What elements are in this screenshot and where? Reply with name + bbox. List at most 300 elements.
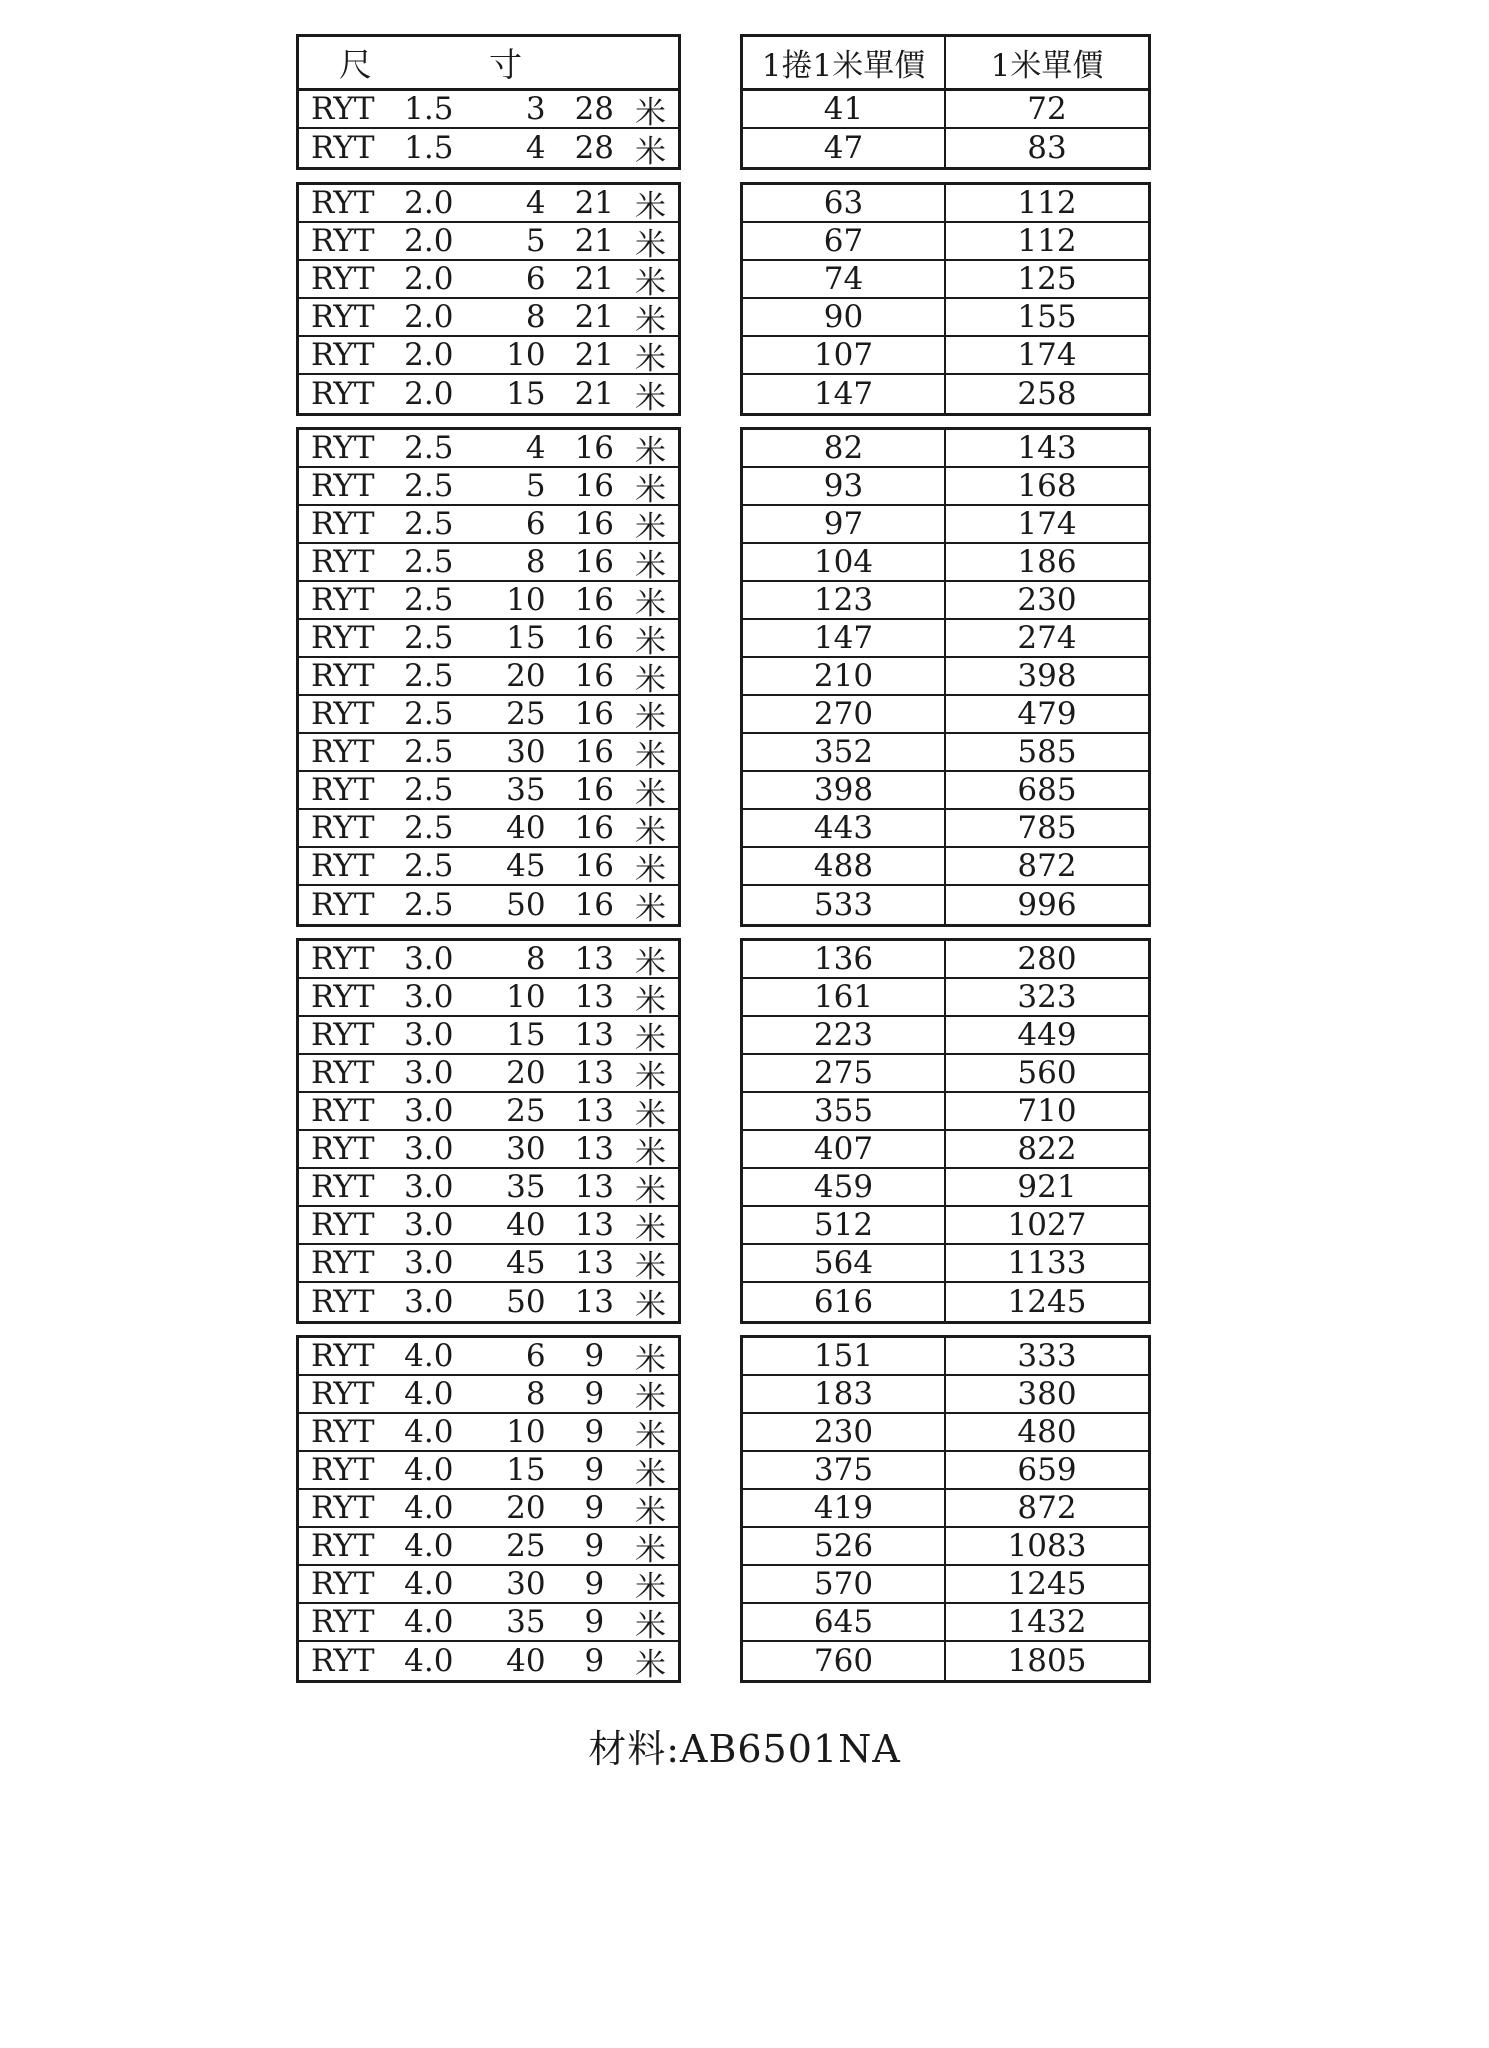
price-per-roll-meter: 223 [743,1017,946,1053]
product-size: 2.5 [404,772,454,808]
roll-meters: 21 [574,261,615,297]
unit-label: 米 [635,547,666,584]
product-length: 15 [506,620,546,656]
table-row [743,734,1148,772]
price-per-meter: 560 [1017,1055,1077,1091]
price-per-meter: 1133 [1007,1245,1087,1281]
price-per-meter: 168 [1017,468,1077,504]
price-per-meter: 83 [1027,130,1067,166]
price-per-roll-meter: 443 [743,810,946,846]
roll-meters: 13 [574,1093,615,1129]
price-per-roll-meter: 90 [743,299,946,335]
roll-meters: 13 [574,1055,615,1091]
table-row [743,223,1148,261]
unit-label: 米 [635,890,666,927]
size-table-group [296,88,681,170]
price-per-meter: 174 [1017,337,1077,373]
unit-label: 米 [635,302,666,339]
table-row [743,1283,1148,1321]
table-row [743,430,1148,468]
product-length: 8 [525,544,546,580]
product-size: 1.5 [404,130,454,166]
product-size: 2.0 [404,223,454,259]
price-meter-header: 1米單價 [990,48,1104,84]
table-row [299,979,678,1017]
price-per-roll-meter: 375 [743,1452,946,1488]
product-length: 10 [506,979,546,1015]
table-row [299,1642,678,1683]
unit-label: 米 [635,1455,666,1492]
table-row [299,1604,678,1642]
product-code: RYT [311,261,375,297]
price-per-roll-meter: 488 [743,848,946,884]
roll-meters: 16 [574,810,615,846]
product-length: 20 [506,658,546,694]
table-row [299,261,678,299]
roll-meters: 13 [574,1169,615,1205]
size-header-label-2: 寸 [489,45,522,84]
product-size: 3.0 [404,979,454,1015]
product-size: 2.5 [404,620,454,656]
price-per-roll-meter: 230 [743,1414,946,1450]
price-per-meter: 274 [1017,620,1077,656]
size-table-group [296,182,681,416]
table-row [299,1490,678,1528]
price-roll-header: 1捲1米單價 [743,37,946,88]
unit-label: 米 [635,1607,666,1644]
roll-meters: 13 [574,1245,615,1281]
table-row [299,1055,678,1093]
product-code: RYT [311,91,375,127]
price-per-meter: 585 [1017,734,1077,770]
price-per-roll-meter: 645 [743,1604,946,1640]
product-size: 4.0 [404,1566,454,1602]
product-code: RYT [311,376,375,412]
product-code: RYT [311,1245,375,1281]
product-size: 2.5 [404,582,454,618]
unit-label: 米 [635,775,666,812]
table-row [299,810,678,848]
table-row [743,886,1148,924]
table-row [299,430,678,468]
product-length: 30 [506,734,546,770]
roll-meters: 16 [574,734,615,770]
price-table-group [740,427,1151,927]
product-code: RYT [311,506,375,542]
product-length: 45 [506,1245,546,1281]
roll-meters: 13 [574,1131,615,1167]
table-row [743,810,1148,848]
product-length: 25 [506,696,546,732]
price-per-meter: 1245 [1007,1566,1087,1602]
unit-label: 米 [635,661,666,698]
price-per-roll-meter: 760 [743,1642,946,1680]
product-length: 35 [506,772,546,808]
price-header [740,34,1151,88]
product-code: RYT [311,299,375,335]
product-code: RYT [311,1284,375,1320]
product-code: RYT [311,772,375,808]
unit-label: 米 [635,944,666,981]
table-row [743,129,1148,167]
table-row [299,582,678,620]
price-per-meter: 125 [1017,261,1077,297]
price-per-meter: 1083 [1007,1528,1087,1564]
size-table-group [296,1335,681,1683]
product-code: RYT [311,1055,375,1091]
table-row [299,696,678,734]
product-length: 6 [525,261,546,297]
unit-label: 米 [635,1210,666,1247]
product-length: 8 [525,299,546,335]
price-per-roll-meter: 419 [743,1490,946,1526]
price-per-meter: 398 [1017,658,1077,694]
product-length: 45 [506,848,546,884]
product-length: 4 [525,130,546,166]
price-per-meter: 143 [1017,430,1077,466]
unit-label: 米 [635,1287,666,1324]
table-row [743,544,1148,582]
roll-meters: 16 [574,848,615,884]
product-length: 40 [506,1207,546,1243]
unit-label: 米 [635,1379,666,1416]
product-length: 50 [506,887,546,923]
unit-label: 米 [635,1493,666,1530]
product-code: RYT [311,1338,375,1374]
price-per-roll-meter: 270 [743,696,946,732]
product-size: 3.0 [404,941,454,977]
table-row [299,375,678,416]
product-size: 4.0 [404,1452,454,1488]
table-row [299,185,678,223]
product-code: RYT [311,544,375,580]
table-row [743,1376,1148,1414]
price-per-roll-meter: 183 [743,1376,946,1412]
product-size: 4.0 [404,1643,454,1679]
price-per-roll-meter: 210 [743,658,946,694]
product-code: RYT [311,941,375,977]
unit-label: 米 [635,509,666,546]
table-row [299,1093,678,1131]
price-per-roll-meter: 147 [743,620,946,656]
product-code: RYT [311,734,375,770]
product-length: 4 [525,185,546,221]
table-row [299,506,678,544]
table-row [743,299,1148,337]
price-per-roll-meter: 93 [743,468,946,504]
price-per-meter: 323 [1017,979,1077,1015]
roll-meters: 21 [574,299,615,335]
unit-label: 米 [635,433,666,470]
product-length: 20 [506,1490,546,1526]
product-size: 2.5 [404,430,454,466]
table-row [299,1131,678,1169]
table-row [743,1093,1148,1131]
table-row [299,1566,678,1604]
price-per-roll-meter: 352 [743,734,946,770]
product-code: RYT [311,658,375,694]
product-size: 4.0 [404,1604,454,1640]
product-code: RYT [311,185,375,221]
table-row [743,979,1148,1017]
price-per-roll-meter: 82 [743,430,946,466]
unit-label: 米 [635,1248,666,1285]
product-code: RYT [311,1604,375,1640]
roll-meters: 21 [574,185,615,221]
table-row [299,1528,678,1566]
table-row [743,1245,1148,1283]
size-header-label-1: 尺 [339,45,372,84]
product-length: 15 [506,1017,546,1053]
product-size: 2.5 [404,506,454,542]
table-row [743,772,1148,810]
price-per-meter: 112 [1017,185,1077,221]
product-code: RYT [311,582,375,618]
roll-meters: 16 [574,696,615,732]
unit-label: 米 [635,982,666,1019]
price-per-roll-meter: 533 [743,886,946,924]
table-row [743,375,1148,413]
price-per-roll-meter: 355 [743,1093,946,1129]
product-size: 3.0 [404,1131,454,1167]
price-per-roll-meter: 616 [743,1283,946,1321]
product-length: 15 [506,1452,546,1488]
product-length: 10 [506,1414,546,1450]
roll-meters: 16 [574,620,615,656]
price-per-meter: 449 [1017,1017,1077,1053]
product-length: 35 [506,1604,546,1640]
table-row [299,337,678,375]
price-per-meter: 380 [1017,1376,1077,1412]
unit-label: 米 [635,471,666,508]
table-row [299,1245,678,1283]
product-length: 40 [506,810,546,846]
product-code: RYT [311,223,375,259]
table-row [743,582,1148,620]
roll-meters: 21 [574,376,615,412]
price-per-roll-meter: 161 [743,979,946,1015]
roll-meters: 9 [584,1338,605,1374]
table-row [743,185,1148,223]
unit-label: 米 [635,699,666,736]
price-per-meter: 72 [1027,91,1067,127]
price-per-meter: 1805 [1007,1643,1087,1679]
product-length: 10 [506,582,546,618]
roll-meters: 13 [574,1017,615,1053]
product-size: 3.0 [404,1017,454,1053]
price-per-roll-meter: 512 [743,1207,946,1243]
price-per-roll-meter: 526 [743,1528,946,1564]
price-per-meter: 822 [1017,1131,1077,1167]
roll-meters: 16 [574,430,615,466]
unit-label: 米 [635,851,666,888]
table-row [743,1528,1148,1566]
price-per-roll-meter: 97 [743,506,946,542]
product-size: 2.5 [404,696,454,732]
unit-label: 米 [635,813,666,850]
product-length: 30 [506,1566,546,1602]
product-code: RYT [311,1093,375,1129]
product-size: 2.5 [404,810,454,846]
roll-meters: 16 [574,658,615,694]
roll-meters: 9 [584,1604,605,1640]
table-row [743,620,1148,658]
unit-label: 米 [635,737,666,774]
table-row [299,658,678,696]
price-per-roll-meter: 104 [743,544,946,580]
table-row [743,91,1148,129]
price-per-roll-meter: 123 [743,582,946,618]
unit-label: 米 [635,379,666,416]
product-length: 3 [525,91,546,127]
price-table-group [740,88,1151,170]
product-size: 2.0 [404,185,454,221]
price-per-roll-meter: 107 [743,337,946,373]
unit-label: 米 [635,188,666,225]
price-per-meter: 1432 [1007,1604,1087,1640]
unit-label: 米 [635,340,666,377]
price-per-meter: 112 [1017,223,1077,259]
product-size: 2.0 [404,299,454,335]
product-code: RYT [311,1376,375,1412]
product-length: 8 [525,941,546,977]
size-header [296,34,681,88]
price-table-group [740,1335,1151,1683]
unit-label: 米 [635,1172,666,1209]
product-length: 6 [525,1338,546,1374]
unit-label: 米 [635,1531,666,1568]
price-per-roll-meter: 47 [743,129,946,167]
price-per-roll-meter: 147 [743,375,946,413]
table-row [743,1338,1148,1376]
price-per-meter: 155 [1017,299,1077,335]
roll-meters: 16 [574,506,615,542]
price-per-meter: 186 [1017,544,1077,580]
price-per-roll-meter: 407 [743,1131,946,1167]
roll-meters: 13 [574,979,615,1015]
product-code: RYT [311,887,375,923]
price-per-meter: 659 [1017,1452,1077,1488]
unit-label: 米 [635,133,666,170]
product-code: RYT [311,1490,375,1526]
price-per-meter: 174 [1017,506,1077,542]
price-per-roll-meter: 74 [743,261,946,297]
price-per-roll-meter: 151 [743,1338,946,1374]
product-length: 25 [506,1093,546,1129]
product-size: 3.0 [404,1093,454,1129]
table-row [299,886,678,927]
price-per-roll-meter: 67 [743,223,946,259]
roll-meters: 13 [574,941,615,977]
product-size: 3.0 [404,1245,454,1281]
price-per-meter: 479 [1017,696,1077,732]
product-code: RYT [311,1528,375,1564]
unit-label: 米 [635,94,666,131]
roll-meters: 13 [574,1284,615,1320]
roll-meters: 16 [574,582,615,618]
roll-meters: 9 [584,1643,605,1679]
table-row [743,941,1148,979]
roll-meters: 16 [574,887,615,923]
table-row [299,1169,678,1207]
price-per-meter: 921 [1017,1169,1077,1205]
table-row [743,468,1148,506]
roll-meters: 9 [584,1452,605,1488]
product-length: 20 [506,1055,546,1091]
table-row [743,1207,1148,1245]
table-row [299,1452,678,1490]
roll-meters: 13 [574,1207,615,1243]
product-size: 1.5 [404,91,454,127]
table-row [743,261,1148,299]
price-per-roll-meter: 570 [743,1566,946,1602]
product-size: 2.0 [404,337,454,373]
price-per-roll-meter: 63 [743,185,946,221]
product-length: 6 [525,506,546,542]
product-size: 2.5 [404,734,454,770]
table-row [299,1338,678,1376]
size-table-group [296,938,681,1324]
table-row [299,468,678,506]
table-row [299,129,678,170]
price-per-roll-meter: 564 [743,1245,946,1281]
roll-meters: 28 [574,91,615,127]
roll-meters: 16 [574,772,615,808]
product-size: 4.0 [404,1338,454,1374]
product-code: RYT [311,1207,375,1243]
price-per-roll-meter: 459 [743,1169,946,1205]
unit-label: 米 [635,1020,666,1057]
product-code: RYT [311,1452,375,1488]
product-size: 3.0 [404,1284,454,1320]
table-row [299,1207,678,1245]
table-row [743,1604,1148,1642]
product-length: 30 [506,1131,546,1167]
product-size: 3.0 [404,1169,454,1205]
table-row [299,941,678,979]
table-row [743,658,1148,696]
table-row [299,620,678,658]
product-code: RYT [311,1017,375,1053]
unit-label: 米 [635,1569,666,1606]
unit-label: 米 [635,585,666,622]
product-length: 4 [525,430,546,466]
product-size: 2.5 [404,544,454,580]
product-size: 2.5 [404,468,454,504]
roll-meters: 16 [574,468,615,504]
unit-label: 米 [635,1058,666,1095]
price-per-meter: 1027 [1007,1207,1087,1243]
price-per-meter: 333 [1017,1338,1077,1374]
product-size: 4.0 [404,1490,454,1526]
price-per-meter: 258 [1017,376,1077,412]
product-size: 4.0 [404,1414,454,1450]
unit-label: 米 [635,1134,666,1171]
price-per-meter: 872 [1017,848,1077,884]
product-length: 5 [525,223,546,259]
table-row [299,544,678,582]
product-code: RYT [311,810,375,846]
product-length: 8 [525,1376,546,1412]
product-code: RYT [311,696,375,732]
price-per-roll-meter: 136 [743,941,946,977]
unit-label: 米 [635,1417,666,1454]
table-row [299,848,678,886]
product-length: 35 [506,1169,546,1205]
price-per-roll-meter: 41 [743,91,946,127]
product-size: 2.5 [404,848,454,884]
product-code: RYT [311,1566,375,1602]
